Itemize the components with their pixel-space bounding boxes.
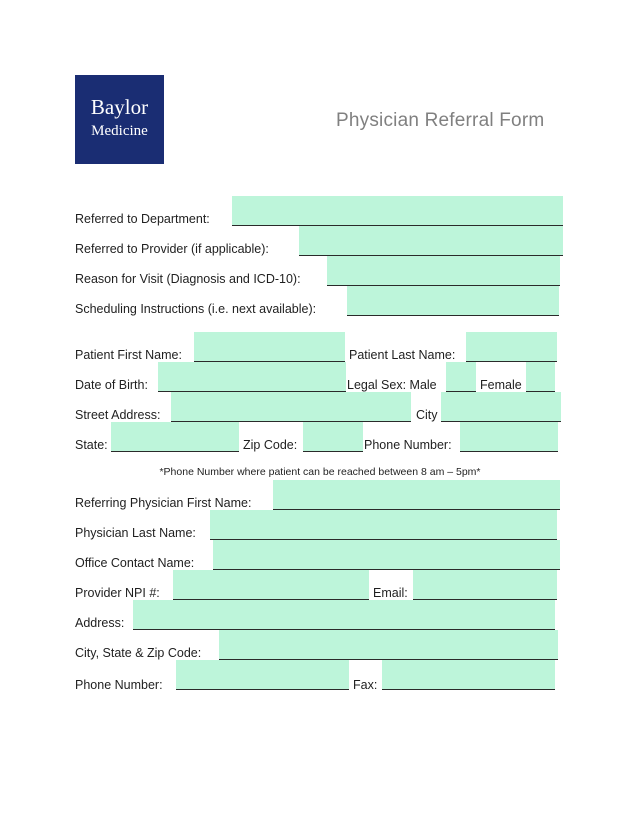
patient-first-name-label: Patient First Name: — [75, 348, 182, 362]
city-label: City — [416, 408, 438, 422]
street-address-field[interactable] — [171, 392, 411, 422]
phone-field[interactable] — [176, 660, 349, 690]
reason-for-visit-label: Reason for Visit (Diagnosis and ICD-10): — [75, 272, 301, 286]
provider-npi-label: Provider NPI #: — [75, 586, 160, 600]
email-field[interactable] — [413, 570, 557, 600]
phone-number-field[interactable] — [460, 422, 558, 452]
state-label: State: — [75, 438, 108, 452]
patient-first-name-field[interactable] — [194, 332, 345, 362]
female-field[interactable] — [526, 362, 555, 392]
baylor-medicine-logo — [75, 75, 164, 164]
legal-sex-label: Legal Sex: Male — [347, 378, 437, 392]
office-contact-label: Office Contact Name: — [75, 556, 195, 570]
office-contact-field[interactable] — [213, 540, 560, 570]
address-label: Address: — [75, 616, 125, 630]
phone-number-label: Phone Number: — [364, 438, 452, 452]
referred-provider-field[interactable] — [299, 226, 563, 256]
city-state-zip-label: City, State & Zip Code: — [75, 646, 202, 660]
reason-for-visit-field[interactable] — [327, 256, 560, 286]
state-field[interactable] — [111, 422, 239, 452]
city-field[interactable] — [441, 392, 561, 422]
email-label: Email: — [373, 586, 408, 600]
scheduling-label: Scheduling Instructions (i.e. next available): — [75, 302, 317, 316]
address-field[interactable] — [133, 600, 555, 630]
street-address-label: Street Address: — [75, 408, 161, 422]
ref-physician-first-label: Referring Physician First Name: — [75, 496, 252, 510]
city-state-zip-field[interactable] — [219, 630, 558, 660]
patient-last-name-label: Patient Last Name: — [349, 348, 456, 362]
dob-label: Date of Birth: — [75, 378, 148, 392]
patient-last-name-field[interactable] — [466, 332, 557, 362]
fax-field[interactable] — [382, 660, 555, 690]
physician-last-label: Physician Last Name: — [75, 526, 196, 540]
male-field[interactable] — [446, 362, 476, 392]
phone-note: *Phone Number where patient can be reached between 8 am – 5pm* — [159, 466, 481, 478]
logo-line-1: Baylor — [90, 95, 149, 119]
ref-physician-first-field[interactable] — [273, 480, 560, 510]
provider-npi-field[interactable] — [173, 570, 369, 600]
logo-line-2: Medicine — [91, 123, 148, 139]
phone-label: Phone Number: — [75, 678, 163, 692]
zip-code-field[interactable] — [303, 422, 363, 452]
scheduling-field[interactable] — [347, 286, 559, 316]
referred-department-field[interactable] — [232, 196, 563, 226]
dob-field[interactable] — [158, 362, 346, 392]
referred-provider-label: Referred to Provider (if applicable): — [75, 242, 269, 256]
zip-code-label: Zip Code: — [243, 438, 298, 452]
fax-label: Fax: — [353, 678, 378, 692]
physician-last-field[interactable] — [210, 510, 557, 540]
female-label: Female — [480, 378, 522, 392]
referred-department-label: Referred to Department: — [75, 212, 210, 226]
form-title: Physician Referral Form — [336, 110, 545, 131]
